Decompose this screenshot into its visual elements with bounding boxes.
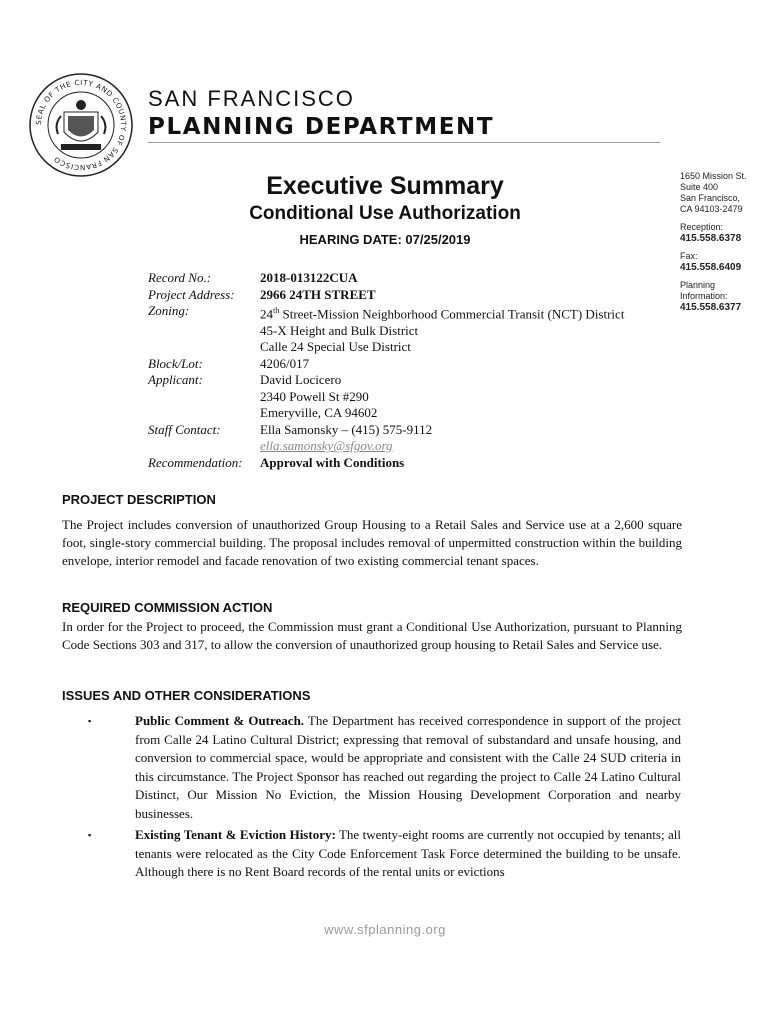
zoning-district: Street-Mission Neighborhood Commercial Transit (NCT) District	[279, 306, 625, 322]
record-row	[148, 455, 680, 472]
office-address	[680, 171, 766, 215]
issue-lead: Public Comment & Outreach.	[135, 713, 305, 728]
contact-sidebar	[680, 171, 766, 320]
zoning-ordinal: th	[273, 306, 280, 315]
blocklot-value: 4206/017	[260, 355, 310, 371]
record-no-label: Record No.:	[148, 270, 212, 285]
svg-text:SEAL OF THE CITY AND COUNTY OF: SEAL OF THE CITY AND COUNTY OF SAN FRANCISCO	[33, 77, 129, 173]
planning-label: Information:	[680, 291, 728, 301]
fax-contact	[680, 251, 766, 273]
applicant-street: 2340 Powell St #290	[260, 388, 369, 404]
staff-contact-label: Staff Contact:	[148, 421, 221, 437]
issue-lead: Existing Tenant & Eviction History:	[135, 827, 336, 842]
recommendation-value: Approval with Conditions	[260, 454, 405, 470]
bullet-marker: ▪	[88, 830, 92, 840]
zoning-street-number: 24	[260, 306, 273, 322]
project-address-label: Project Address:	[148, 286, 235, 302]
city-seal-logo	[28, 72, 134, 178]
record-row	[148, 389, 680, 406]
address-line: Suite 400	[680, 182, 719, 192]
footer-website-link[interactable]: www.sfplanning.org	[324, 922, 446, 937]
project-description-heading: PROJECT DESCRIPTION	[62, 492, 216, 507]
reception-number: 415.558.6378	[680, 233, 742, 244]
planning-label: Planning	[680, 280, 716, 290]
document-subtitle: Conditional Use Authorization	[249, 203, 521, 224]
zoning-height-value: 45-X Height and Bulk District	[260, 322, 419, 338]
issue-item	[135, 826, 681, 882]
record-row	[148, 438, 680, 455]
address-line: San Francisco,	[680, 193, 741, 203]
record-row	[148, 422, 680, 439]
required-action-text: In order for the Project to proceed, the Commission must grant a Conditional Use Authorization, pursuant to Planning Code Sections 303 and 317, to allow the conversion of unauthorized group housing to Retail Sales and Service use.	[62, 619, 682, 652]
project-description-text: The Project includes conversion of unauthorized Group Housing to a Retail Sales and Service use at a 2,600 square foot, single-story commercial building. The proposal includes removal of unpermitted construction within the building envelope, interior remodel and facade renovation of two existing commercial tenant spaces.	[62, 517, 682, 568]
address-line: 1650 Mission St.	[680, 171, 747, 181]
record-row	[148, 339, 680, 356]
issue-text: The twenty-eight rooms are currently not occupied by tenants; all tenants were relocated as the City Code Enforcement Task Force determined the building to be unsafe. Although there is no Rent Board records of the rental units or evictions	[135, 827, 682, 880]
zoning-value	[260, 303, 680, 323]
zoning-label: Zoning:	[148, 303, 190, 318]
issue-text: The Department has received correspondence in support of the project from Calle 24 Latino Cultural District; expressing that removal of substandard and unsafe housing, and conversion to commercial space, would be appropriate and consistent with the Calle 24 SUD criteria in this circumstance. The Project Sponsor has reached out regarding the project to Calle 24 Latino Cultural Distinct, Our Mission No Eviction, the Mission Housing Development Corporation and nearby businesses.	[135, 713, 682, 821]
reception-label: Reception:	[680, 222, 724, 232]
project-address-value: 2966 24TH STREET	[260, 286, 376, 302]
reception-contact	[680, 222, 766, 244]
record-no-value: 2018-013122CUA	[260, 270, 358, 285]
record-row	[148, 405, 680, 422]
record-row	[148, 372, 680, 389]
recommendation-label: Recommendation:	[148, 454, 243, 470]
applicant-city: Emeryville, CA 94602	[260, 405, 378, 421]
required-action-heading: REQUIRED COMMISSION ACTION	[62, 600, 273, 615]
fax-number: 415.558.6409	[680, 262, 742, 273]
record-row	[148, 270, 680, 287]
hearing-date: HEARING DATE: 07/25/2019	[299, 232, 471, 247]
issues-heading: ISSUES AND OTHER CONSIDERATIONS	[62, 688, 311, 703]
staff-contact-value: Ella Samonsky – (415) 575-9112	[260, 421, 433, 437]
record-row	[148, 356, 680, 373]
header-divider	[148, 142, 660, 143]
fax-label: Fax:	[680, 251, 698, 261]
applicant-label: Applicant:	[148, 372, 203, 388]
planning-number: 415.558.6377	[680, 302, 742, 313]
zoning-sud-value: Calle 24 Special Use District	[260, 339, 411, 355]
record-row	[148, 303, 680, 323]
staff-email-link[interactable]: ella.samonsky@sfgov.org	[260, 438, 393, 454]
planning-contact	[680, 280, 766, 313]
issue-item	[135, 712, 681, 824]
document-title: Executive Summary	[266, 172, 504, 200]
record-row	[148, 287, 680, 304]
department-city: SAN FRANCISCO	[148, 86, 355, 111]
record-details	[148, 270, 680, 471]
applicant-name: David Locicero	[260, 372, 342, 388]
bullet-marker: ▪	[88, 716, 92, 726]
record-row	[148, 323, 680, 340]
address-line: CA 94103-2479	[680, 204, 743, 214]
department-name: PLANNING DEPARTMENT	[148, 114, 495, 140]
blocklot-label: Block/Lot:	[148, 355, 203, 371]
